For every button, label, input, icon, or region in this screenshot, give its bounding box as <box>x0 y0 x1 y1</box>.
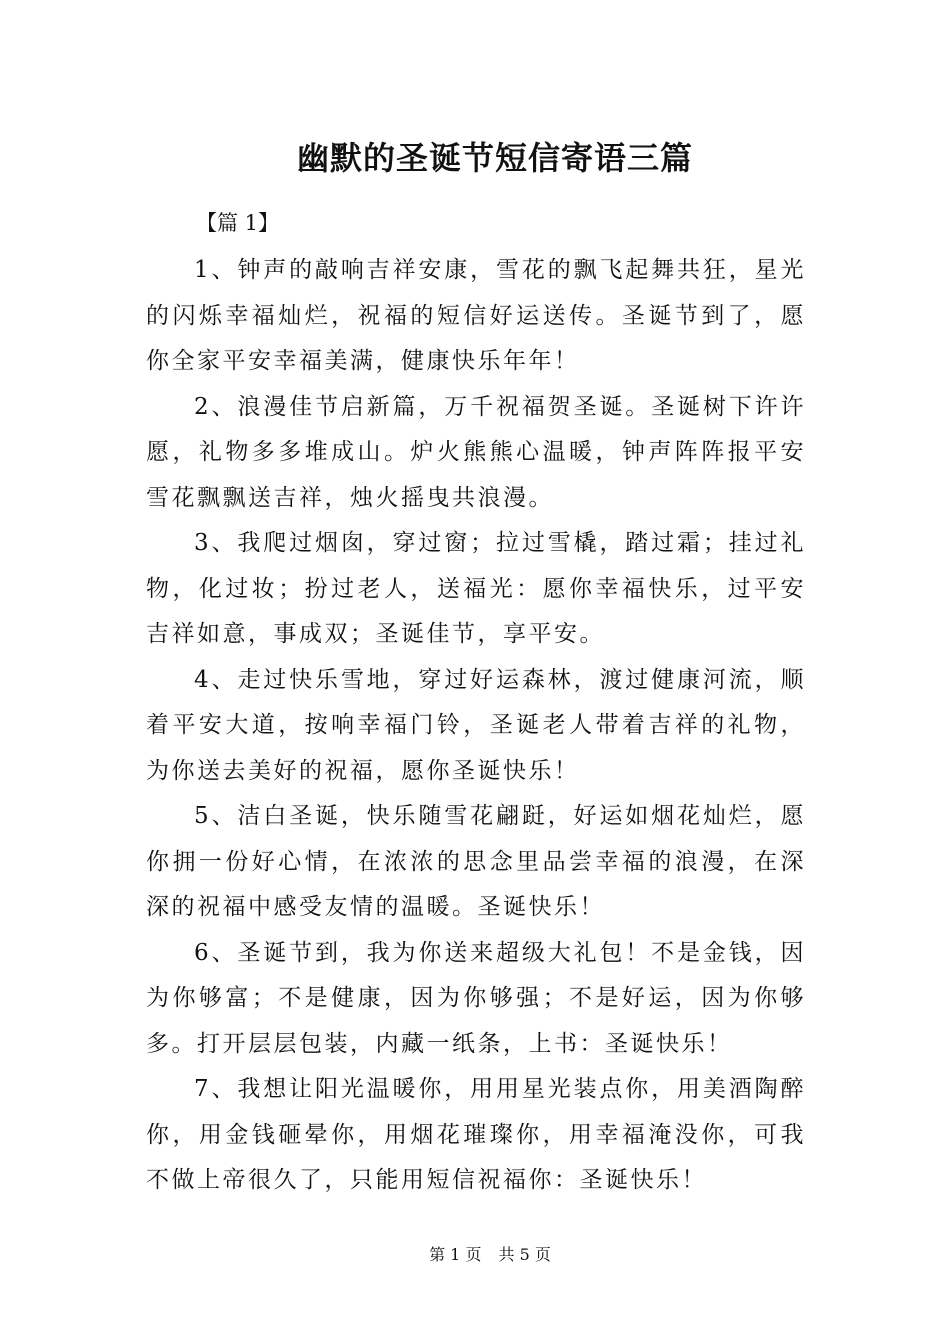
paragraph-3: 3、我爬过烟囱，穿过窗；拉过雪橇，踏过霜；挂过礼物，化过妆；扮过老人，送福光：愿你幸福快乐，过平安吉祥如意，事成双；圣诞佳节，享平安。 <box>146 530 806 647</box>
paragraph-2: 2、浪漫佳节启新篇，万千祝福贺圣诞。圣诞树下许许愿，礼物多多堆成山。炉火熊熊心温暖，钟声阵阵报平安雪花飘飘送吉祥，烛火摇曳共浪漫。 <box>146 393 806 511</box>
page-footer <box>0 1243 950 1267</box>
paragraph-6: 6、圣诞节到，我为你送来超级大礼包！不是金钱，因为你够富；不是健康，因为你够强；不是好运，因为你够多。打开层层包装，内藏一纸条，上书：圣诞快乐！ <box>146 939 806 1057</box>
section-label: 【篇 1】 <box>196 211 280 235</box>
document-body <box>146 248 806 1204</box>
paragraph-1: 1、钟声的敲响吉祥安康，雪花的飘飞起舞共狂，星光的闪烁幸福灿烂，祝福的短信好运送传。圣诞节到了，愿你全家平安幸福美满，健康快乐年年！ <box>146 257 806 374</box>
paragraph-4: 4、走过快乐雪地，穿过好运森林，渡过健康河流，顺着平安大道，按响幸福门铃，圣诞老人带着吉祥的礼物，为你送去美好的祝福，愿你圣诞快乐！ <box>146 666 806 784</box>
document-title: 幽默的圣诞节短信寄语三篇 <box>296 139 693 177</box>
page-number: 第 1 页 <box>429 1245 482 1264</box>
paragraph-7: 7、我想让阳光温暖你，用用星光装点你，用美酒陶醉你，用金钱砸晕你，用烟花璀璨你，用幸福淹没你，可我不做上帝很久了，只能用短信祝福你：圣诞快乐！ <box>146 1076 806 1193</box>
page-count: 共 5 页 <box>498 1245 551 1264</box>
paragraph-5: 5、洁白圣诞，快乐随雪花翩跹，好运如烟花灿烂，愿你拥一份好心情，在浓浓的思念里品尝幸福的浪漫，在深深的祝福中感受友情的温暖。圣诞快乐！ <box>146 803 806 920</box>
